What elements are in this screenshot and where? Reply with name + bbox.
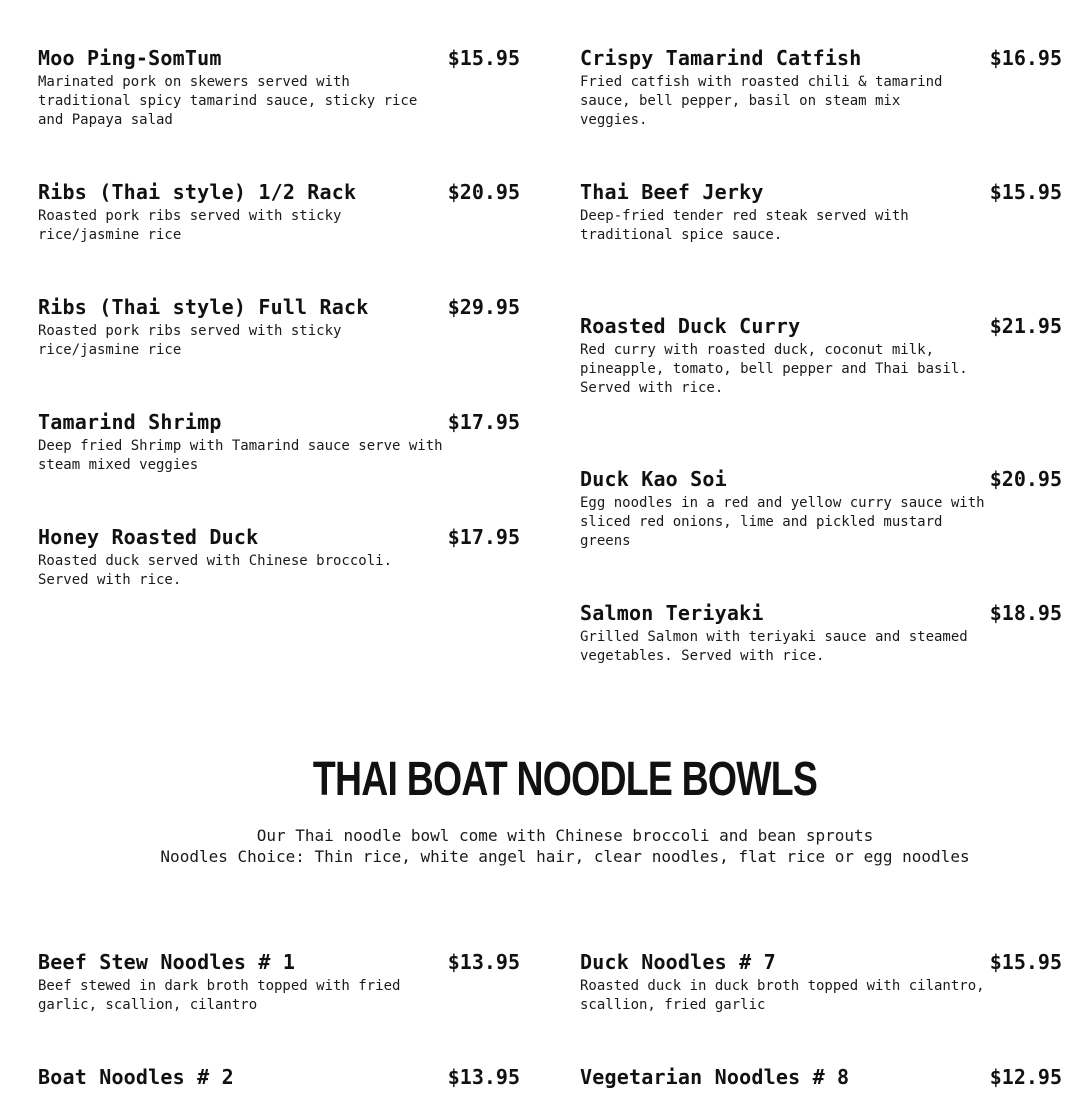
menu-item-price: $18.95 [989,601,1062,625]
menu-item [38,950,520,1015]
menu-item-header [580,1065,1062,1091]
menu-item-header [580,314,1062,340]
menu-item-description: Roasted pork ribs served with sticky rice/jasmine rice [38,323,342,358]
menu-item [580,467,1062,551]
menu-item-header [38,180,520,206]
menu-item [38,410,520,475]
menu-item-header [580,467,1062,493]
menu-item-name: Roasted Duck Curry [580,314,801,338]
menu-item-header [580,950,1062,976]
section-subtitle: Noodles Choice: Thin rice, white angel hair, clear noodles, flat rice or egg noodles [160,847,970,866]
menu-item-price: $12.95 [989,1065,1062,1089]
menu-item-name: Thai Beef Jerky [580,180,764,204]
menu-item-description: Deep fried Shrimp with Tamarind sauce serve with steam mixed veggies [38,438,443,473]
menu-item [38,46,520,130]
menu-item-name: Crispy Tamarind Catfish [580,46,862,70]
menu-item-name: Duck Noodles # 7 [580,950,776,974]
menu-item-name: Beef Stew Noodles # 1 [38,950,296,974]
menu-item-description: Roasted duck served with Chinese broccoli. Served with rice. [38,553,393,588]
menu-item-price: $13.95 [447,1065,520,1089]
menu-item-price: $21.95 [989,314,1062,338]
menu-item [580,601,1062,666]
menu-item-price: $20.95 [447,180,520,204]
menu-item-price: $13.95 [447,950,520,974]
section-title: THAI BOAT NOODLE BOWLS [312,753,818,806]
menu-item-header [580,46,1062,72]
menu-item-header [38,410,520,436]
menu-item-price: $17.95 [447,525,520,549]
menu-item-price: $15.95 [989,180,1062,204]
menu-item-name: Moo Ping-SomTum [38,46,222,70]
menu-item-name: Boat Noodles # 2 [38,1065,234,1089]
menu-item-description: Roasted pork ribs served with sticky rice/jasmine rice [38,208,342,243]
menu-item-description: Roasted duck in duck broth topped with cilantro, scallion, fried garlic [580,978,985,1013]
menu-item [580,950,1062,1015]
menu-item-description: Egg noodles in a red and yellow curry sauce with sliced red onions, lime and pickled mustard greens [580,495,985,549]
menu-item-name: Tamarind Shrimp [38,410,222,434]
menu-item-description: Red curry with roasted duck, coconut milk, pineapple, tomato, bell pepper and Thai basil. Served with rice. [580,342,968,396]
menu-item [580,180,1062,245]
menu-item-description: Grilled Salmon with teriyaki sauce and steamed vegetables. Served with rice. [580,629,968,664]
menu-item-name: Ribs (Thai style) Full Rack [38,295,369,319]
menu-item [38,1065,520,1091]
menu-item-description: Marinated pork on skewers served with traditional spicy tamarind sauce, sticky rice and Papaya salad [38,74,418,128]
menu-item [38,180,520,245]
menu-item-header [38,1065,520,1091]
menu-item-header [38,295,520,321]
menu-item [38,525,520,590]
menu-item [38,295,520,360]
menu-item-header [38,46,520,72]
menu-item-name: Honey Roasted Duck [38,525,259,549]
menu-item [580,314,1062,398]
menu-item [580,46,1062,130]
menu-item-name: Salmon Teriyaki [580,601,764,625]
menu-item-header [580,180,1062,206]
menu-item-name: Ribs (Thai style) 1/2 Rack [38,180,357,204]
menu-item-description: Fried catfish with roasted chili & tamarind sauce, bell pepper, basil on steam mix veggies. [580,74,943,128]
menu-item-description: Deep-fried tender red steak served with traditional spice sauce. [580,208,909,243]
menu-item-header [580,601,1062,627]
menu-item-price: $16.95 [989,46,1062,70]
menu-item-header [38,950,520,976]
menu-item-header [38,525,520,551]
menu-item [580,1065,1062,1091]
menu-item-price: $15.95 [447,46,520,70]
menu-item-price: $17.95 [447,410,520,434]
section-subtitle: Our Thai noodle bowl come with Chinese broccoli and bean sprouts [256,826,874,845]
menu-item-price: $15.95 [989,950,1062,974]
menu-item-price: $20.95 [989,467,1062,491]
menu-item-name: Vegetarian Noodles # 8 [580,1065,850,1089]
menu-item-price: $29.95 [447,295,520,319]
menu-item-name: Duck Kao Soi [580,467,727,491]
menu-item-description: Beef stewed in dark broth topped with fried garlic, scallion, cilantro [38,978,401,1013]
